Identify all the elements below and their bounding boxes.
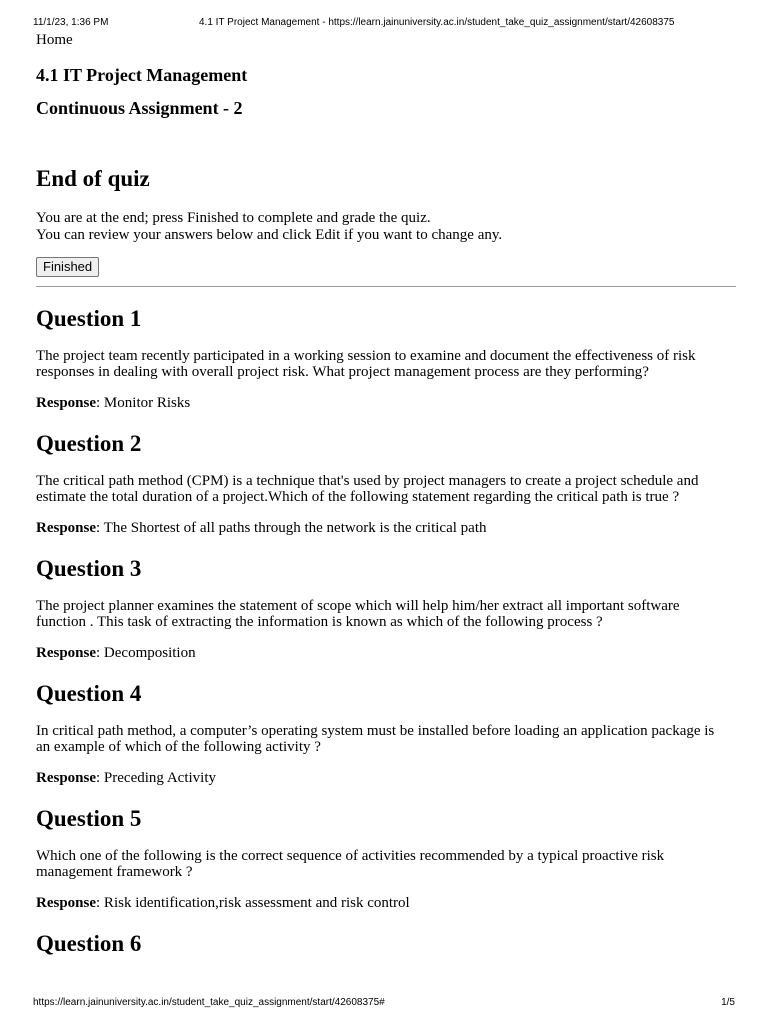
print-datetime: 11/1/23, 1:36 PM [33,17,109,28]
print-page-title: 4.1 IT Project Management - https://learn.jainuniversity.ac.in/student_take_quiz_assignment/start/42608375 [199,17,675,28]
question-response [36,894,732,912]
question-5 [36,805,732,912]
divider [36,286,736,287]
response-label: Response [36,645,97,661]
intro-text [36,210,732,244]
response-value: : Monitor Risks [96,395,191,411]
question-1 [36,305,732,412]
question-text: In critical path method, a computer’s operating system must be installed before loading an application package is an example of which of the following activity ? [36,723,715,755]
print-footer [33,996,735,1010]
intro-line-2: You can review your answers below and click Edit if you want to change any. [36,227,503,243]
question-text: The critical path method (CPM) is a technique that's used by project managers to create a project schedule and estimate the total duration of a project.Which of the following statement regarding the critical path is true ? [36,473,699,505]
response-value: : The Shortest of all paths through the network is the critical path [96,520,487,536]
question-text: Which one of the following is the correct sequence of activities recommended by a typical proactive risk management framework ? [36,848,665,880]
question-text: The project team recently participated in a working session to examine and document the effectiveness of risk responses in dealing with overall project risk. What project management process are they performing? [36,348,696,380]
response-label: Response [36,895,97,911]
question-text: The project planner examines the statement of scope which will help him/her extract all important software function . This task of extracting the information is known as which of the following process ? [36,598,680,630]
question-heading: Question 3 [36,556,142,581]
question-heading: Question 6 [36,931,142,956]
print-header [33,16,735,30]
question-response [36,644,732,662]
response-value: : Risk identification,risk assessment and risk control [96,895,410,911]
end-of-quiz-heading: End of quiz [36,166,150,191]
question-response [36,769,732,787]
response-value: : Preceding Activity [96,770,216,786]
response-label: Response [36,770,97,786]
question-4 [36,680,732,787]
print-footer-url: https://learn.jainuniversity.ac.in/student_take_quiz_assignment/start/42608375# [33,997,385,1008]
response-value: : Decomposition [96,645,196,661]
question-response [36,519,732,537]
question-6 [36,930,732,958]
assignment-title: Continuous Assignment - 2 [36,98,243,118]
course-title: 4.1 IT Project Management [36,65,248,85]
question-heading: Question 1 [36,306,142,331]
main-content [36,31,732,958]
question-response [36,394,732,412]
finished-button[interactable]: Finished [36,257,99,277]
question-heading: Question 4 [36,681,142,706]
print-page-number: 1/5 [721,997,735,1008]
response-label: Response [36,395,97,411]
question-2 [36,430,732,537]
response-label: Response [36,520,97,536]
question-3 [36,555,732,662]
question-heading: Question 2 [36,431,142,456]
home-link[interactable]: Home [36,32,73,48]
intro-line-1: You are at the end; press Finished to complete and grade the quiz. [36,210,431,226]
question-heading: Question 5 [36,806,142,831]
